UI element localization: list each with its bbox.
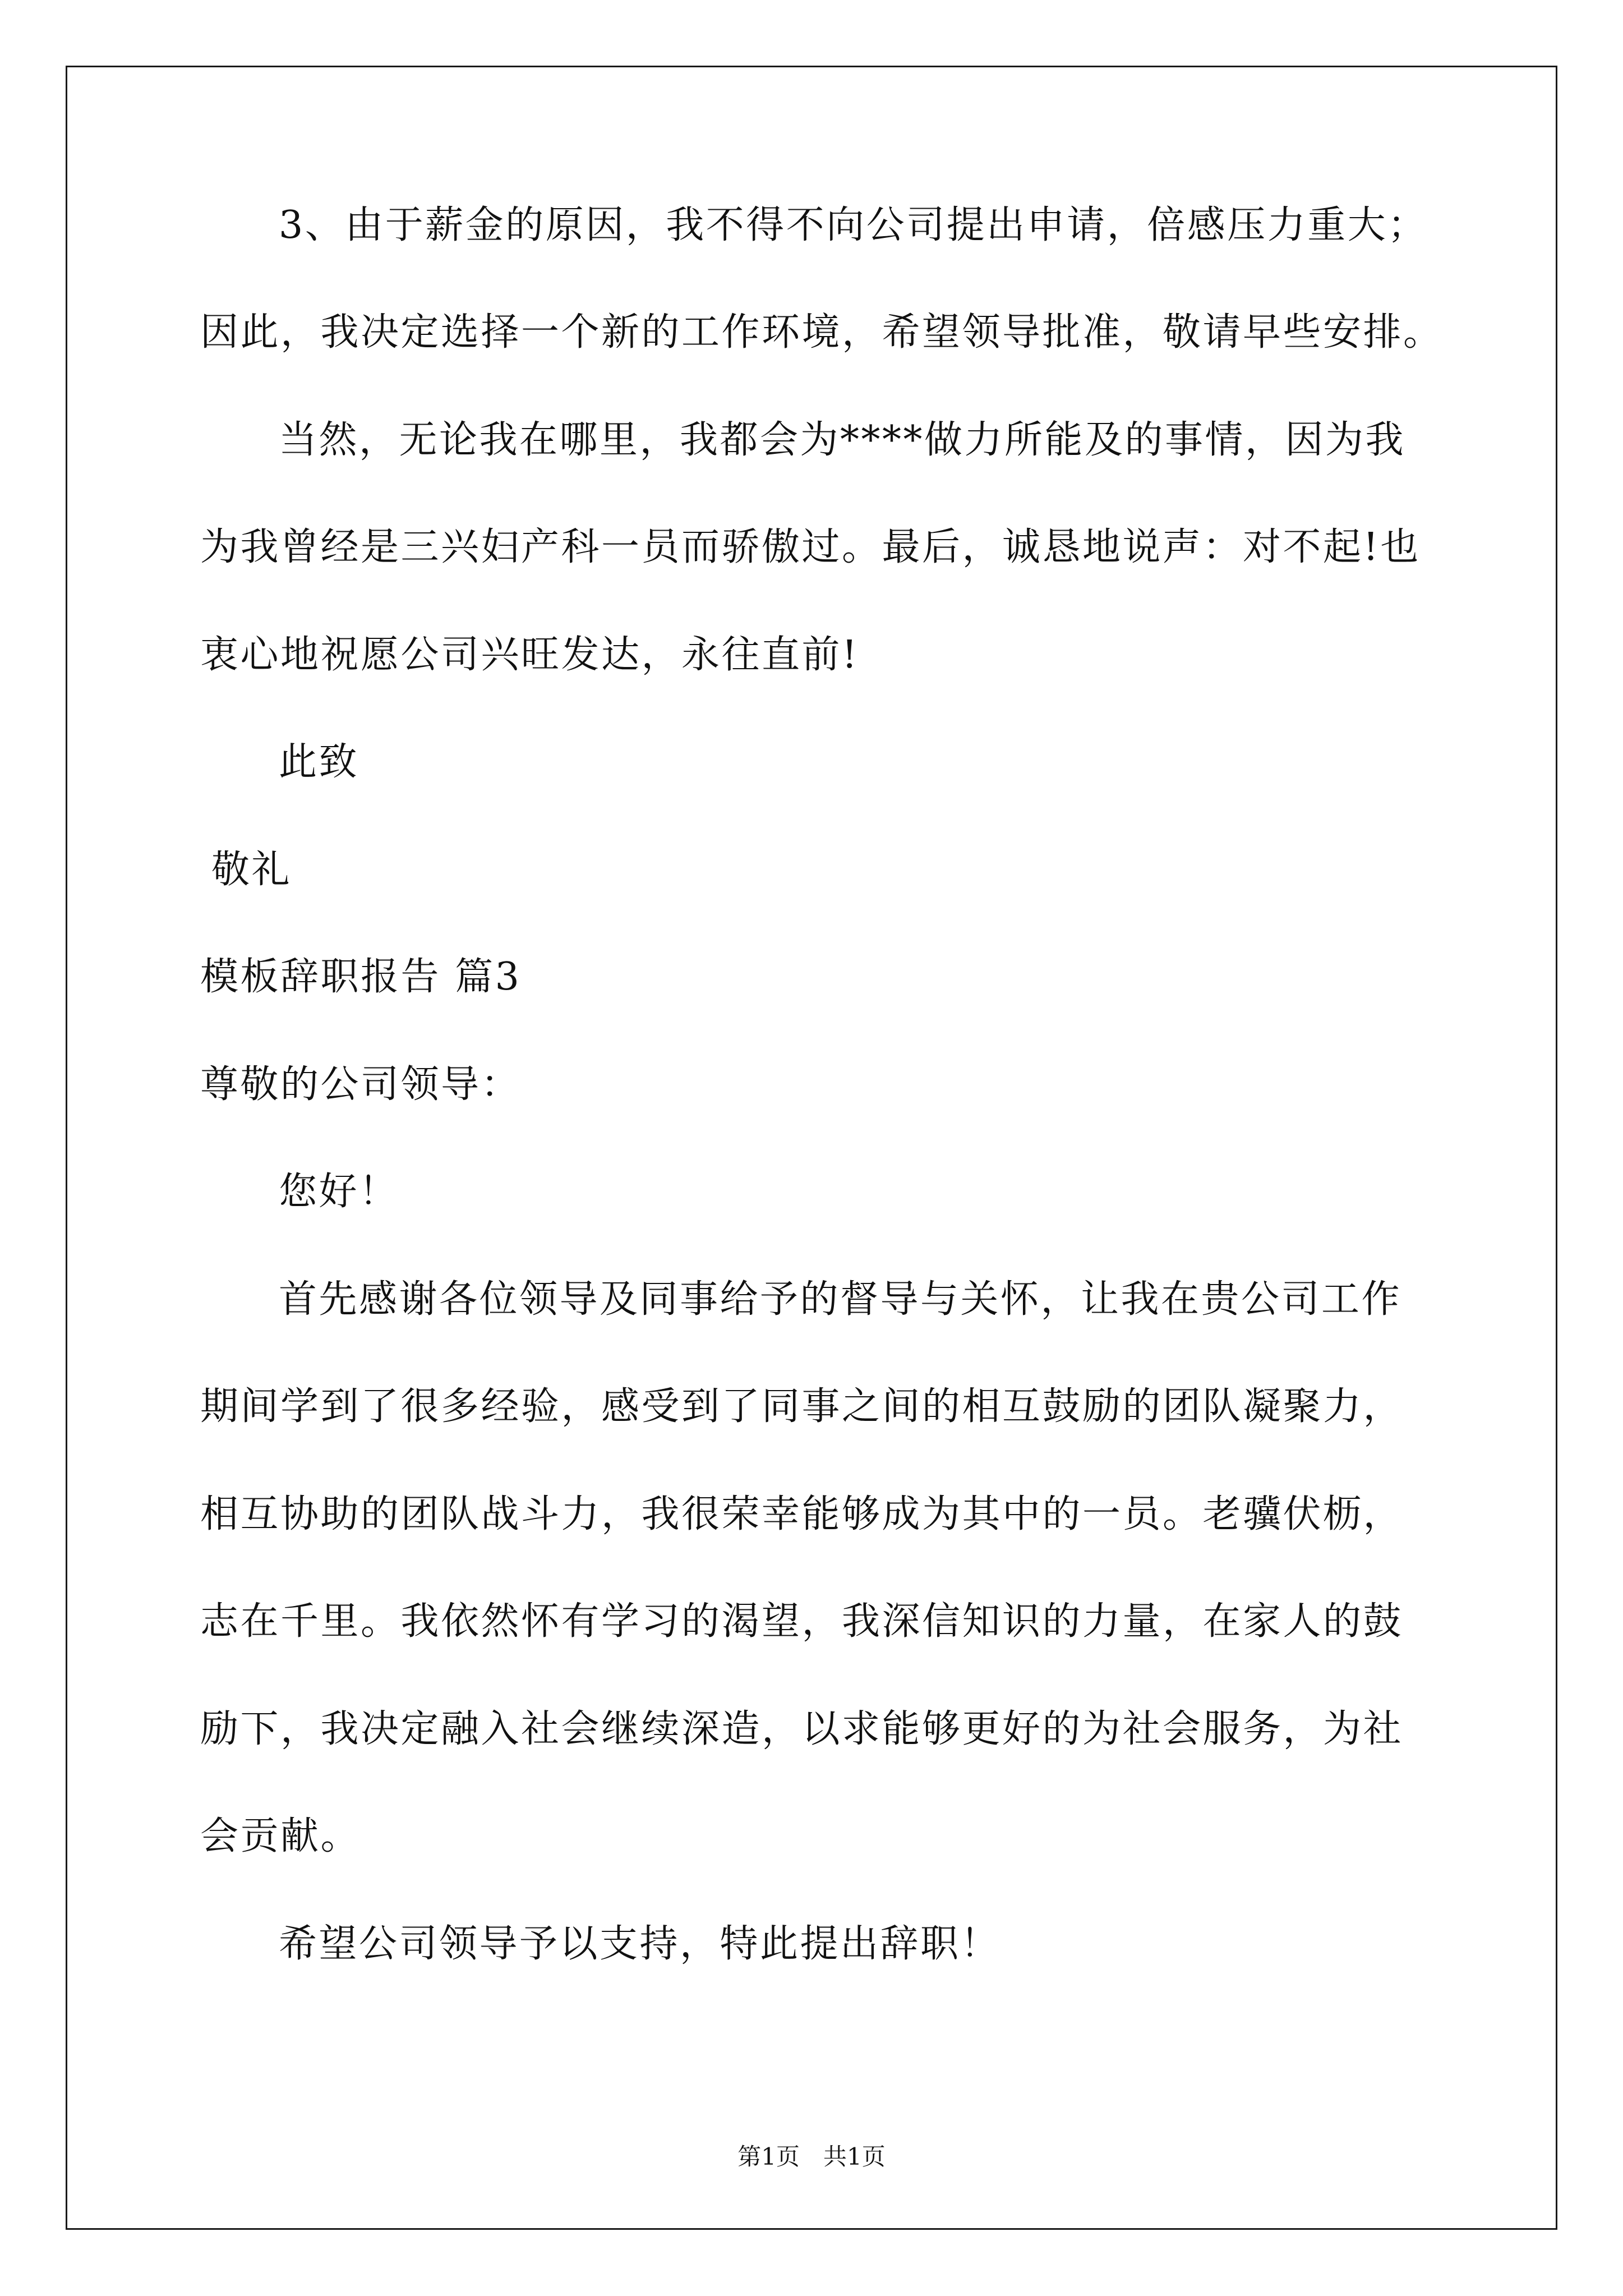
text-line: 为我曾经是三兴妇产科一员而骄傲过。最后，诚恳地说声：对不起!也 <box>200 525 1421 569</box>
text-line: 衷心地祝愿公司兴旺发达，永往直前! <box>200 633 859 677</box>
page-border <box>66 66 1557 2230</box>
greeting: 尊敬的公司领导： <box>200 1062 522 1107</box>
greeting-hello: 您好！ <box>279 1170 399 1214</box>
text-line: 期间学到了很多经验，感受到了同事之间的相互鼓励的团队凝聚力， <box>200 1384 1404 1429</box>
closing-salutation: 此致 <box>279 740 359 784</box>
text-line: 志在千里。我依然怀有学习的渴望，我深信知识的力量，在家人的鼓 <box>200 1599 1404 1644</box>
text-line: 3、由于薪金的原因，我不得不向公司提出申请，倍感压力重大； <box>279 203 1428 247</box>
text-line: 首先感谢各位领导及同事给予的督导与关怀，让我在贵公司工作 <box>279 1277 1402 1322</box>
text-line: 相互协助的团队战斗力，我很荣幸能够成为其中的一员。老骥伏枥， <box>200 1492 1404 1536</box>
text-line: 因此，我决定选择一个新的工作环境，希望领导批准，敬请早些安排。 <box>200 310 1444 355</box>
section-title: 模板辞职报告 篇3 <box>200 955 522 999</box>
page-footer: 第1页 共1页 <box>737 2143 886 2170</box>
text-line: 希望公司领导予以支持，特此提出辞职！ <box>279 1922 1001 1966</box>
text-line: 会贡献。 <box>200 1814 361 1858</box>
closing-regards: 敬礼 <box>211 848 292 892</box>
text-line: 励下，我决定融入社会继续深造，以求能够更好的为社会服务，为社 <box>200 1707 1404 1751</box>
text-line: 当然，无论我在哪里，我都会为****做力所能及的事情，因为我 <box>279 418 1406 462</box>
